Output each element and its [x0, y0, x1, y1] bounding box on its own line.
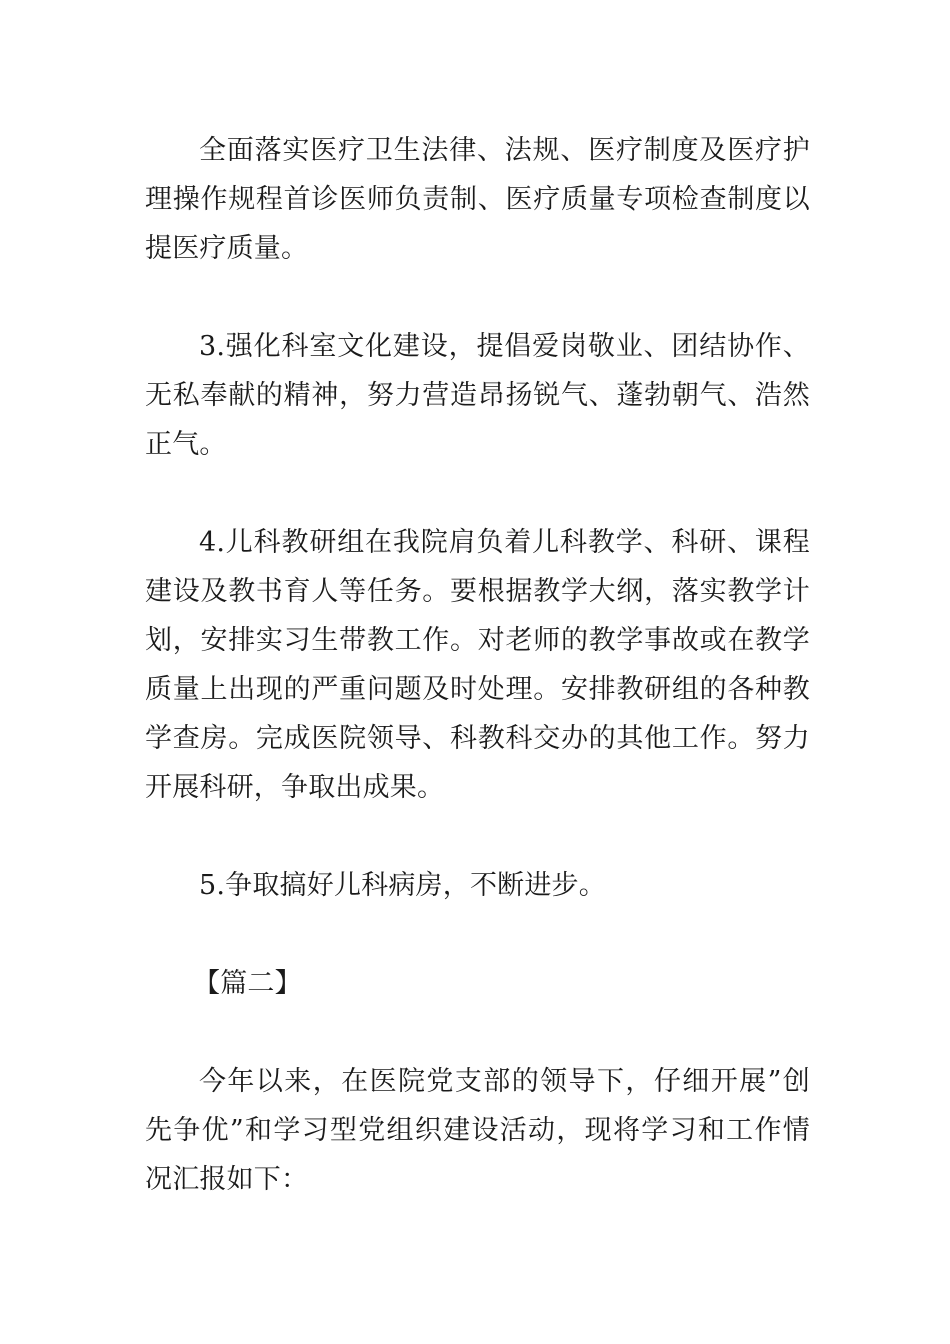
paragraph-item-5: 5.争取搞好儿科病房，不断进步。: [199, 870, 606, 901]
paragraph-medical-quality: 全面落实医疗卫生法律、法规、医疗制度及医疗护理操作规程首诊医师负责制、医疗质量专项检查制度以提医疗质量。: [145, 135, 810, 264]
document-body: [145, 126, 810, 1253]
paragraph-item-3: 3.强化科室文化建设，提倡爱岗敬业、团结协作、无私奉献的精神，努力营造昂扬锐气、蓬勃朝气、浩然正气。: [145, 331, 810, 460]
section-heading-part-two: 【篇二】: [193, 968, 302, 999]
paragraph-item-4: 4.儿科教研组在我院肩负着儿科教学、科研、课程建设及教书育人等任务。要根据教学大纲，落实教学计划，安排实习生带教工作。对老师的教学事故或在教学质量上出现的严重问题及时处理。安排教研组的各种教学查房。完成医院领导、科教科交办的其他工作。努力开展科研，争取出成果。: [145, 527, 810, 803]
paragraph-report-intro: 今年以来，在医院党支部的领导下，仔细开展”创先争优”和学习型党组织建设活动，现将学习和工作情况汇报如下：: [145, 1066, 810, 1195]
